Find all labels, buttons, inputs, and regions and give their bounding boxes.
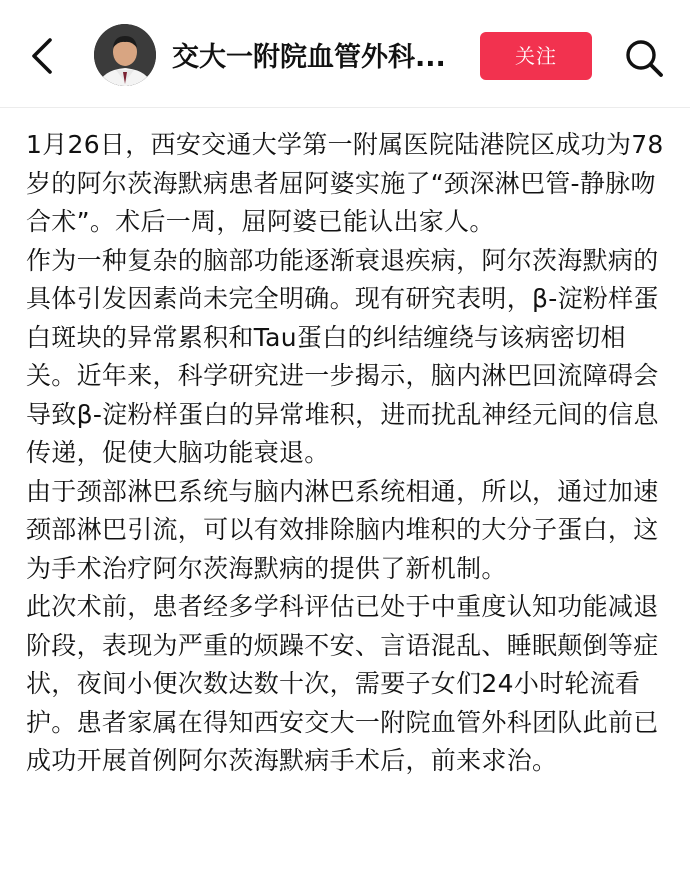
avatar-portrait [94, 24, 156, 86]
article-paragraph-4: 此次术前，患者经多学科评估已处于中重度认知功能减退阶段，表现为严重的烦躁不安、言语混乱、睡眠颠倒等症状，夜间小便次数达数十次，需要子女们24小时轮流看护。患者家属在得知西安交大一附院血管外科团队此前已成功开展首例阿尔茨海默病手术后，前来求治。 [26, 592, 659, 775]
follow-button[interactable]: 关注 [480, 32, 592, 80]
article-paragraph-1: 1月26日，西安交通大学第一附属医院陆港院区成功为78岁的阿尔茨海默病患者屈阿婆实施了“颈深淋巴管-静脉吻合术”。术后一周，屈阿婆已能认出家人。 [26, 130, 664, 236]
search-button[interactable] [622, 36, 666, 80]
account-name[interactable]: 交大一附院血管外科... [172, 42, 446, 73]
account-avatar[interactable] [94, 24, 156, 86]
search-icon [622, 36, 666, 80]
top-bar [0, 0, 690, 108]
chevron-left-icon [26, 34, 62, 78]
article-paragraph-3: 由于颈部淋巴系统与脑内淋巴系统相通，所以，通过加速颈部淋巴引流，可以有效排除脑内堆积的大分子蛋白，这为手术治疗阿尔茨海默病的提供了新机制。 [26, 476, 659, 583]
back-button[interactable] [26, 34, 62, 78]
article-paragraph-2: 作为一种复杂的脑部功能逐渐衰退疾病，阿尔茨海默病的具体引发因素尚未完全明确。现有研究表明，β-淀粉样蛋白斑块的异常累积和Tau蛋白的纠结缠绕与该病密切相关。近年来，科学研究进一步揭示，脑内淋巴回流障碍会导致β-淀粉样蛋白的异常堆积，进而扰乱神经元间的信息传递，促使大脑功能衰退。 [26, 245, 659, 467]
article-body [26, 126, 666, 781]
